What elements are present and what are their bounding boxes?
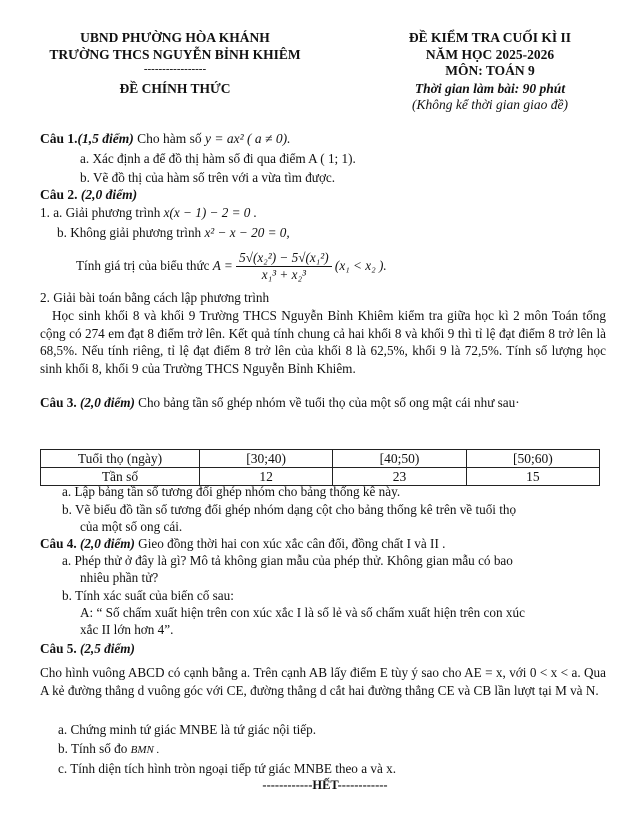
question-2-heading [40,187,137,203]
question-2-1a-equation: x(x − 1) − 2 = 0 . [163,205,257,220]
table-cell-frequency: 12 [200,468,333,486]
table-row [41,450,600,468]
question-1b: b. Vẽ đồ thị của hàm số trên với a vừa tìm được. [80,170,336,185]
table-cell-frequency: 15 [466,468,599,486]
table-row [41,468,600,486]
school-district: UBND PHƯỜNG HÒA KHÁNH [80,30,270,45]
question-5-points: (2,5 điểm) [79,641,135,656]
question-5-text: Cho hình vuông ABCD có cạnh bằng a. Trên cạnh AB lấy điểm E tùy ý sao cho AE = x, với 0 < x < a. Qua A kẻ đường thẳng d vuông góc với CE, đường thẳng d cắt hai đường thẳng CE và CB lần lượt tại M và N. [40,665,606,698]
question-1-title: Câu 1. [40,131,78,146]
question-5-title: Câu 5. [40,641,77,656]
end-marker: ------------HẾT------------ [262,778,388,792]
question-1-points: (1,5 điểm) [77,131,134,146]
question-3-intro: Cho bảng tần số ghép nhóm về tuổi thọ của một số ong mật cái như sau· [138,395,520,410]
expression-denominator: x₁³ + x₂³ [261,267,306,283]
exam-time-note: (Không kể thời gian giao đề) [411,97,569,112]
question-4-event-line2: xắc II lớn hơn 4”. [80,622,174,637]
question-2-1a [40,205,257,221]
question-4b: b. Tính xác suất của biến cố sau: [62,588,234,603]
question-3-points: (2,0 điểm) [79,395,135,410]
question-4-title: Câu 4. [40,536,77,551]
question-5b [58,741,159,757]
expression-lhs: A = [212,258,233,273]
school-year: NĂM HỌC 2025-2026 [425,47,555,62]
question-1-intro: Cho hàm số [137,131,202,146]
question-3b-line1: b. Vẽ biểu đồ tần số tương đối ghép nhóm dạng cột cho bảng thống kê trên về tuổi thọ [62,502,517,517]
frequency-table [40,449,600,486]
question-2-1a-text: 1. a. Giải phương trình [40,205,161,220]
question-2-1b-equation: x² − x − 20 = 0, [204,225,290,240]
exam-time: Thời gian làm bài: 90 phút [414,81,566,96]
table-cell-frequency: 23 [333,468,466,486]
question-3b-line2: của một số ong cái. [80,519,183,534]
question-5a: a. Chứng minh tứ giác MNBE là tứ giác nội tiếp. [58,722,317,737]
question-4-points: (2,0 điểm) [79,536,135,551]
question-4-intro: Gieo đồng thời hai con xúc xắc cân đối, đồng chất I và II . [138,536,446,551]
expression-fraction [236,250,332,283]
table-header-lifespan: Tuổi thọ (ngày) [41,450,200,468]
question-2-part2-title: 2. Giải bài toán bằng cách lập phương trình [40,290,270,305]
question-2-1b-text: b. Không giải phương trình [57,225,202,240]
official-exam-label: ĐỀ CHÍNH THỨC [119,81,231,96]
question-2-part2-text: Học sinh khối 8 và khối 9 Trường THCS Nguyễn Bỉnh Khiêm kiểm tra giữa học kì 2 môn Toán tổng cộng có 274 em đạt 8 điểm trở lên. Kết quả tính chung cả hai khối 8 và khối 9 thì tỉ lệ đạt điểm 8 trở lên là 68,5%. Nếu tính riêng, tỉ lệ đạt điểm 8 trở lên của khối 8 là 62,5%, khối 9 là 72,5%. Tính số lượng học sinh khối 8, khối 9 của Trường THCS Nguyễn Bỉnh Khiêm. [40,308,606,376]
question-4-event-line1: A: “ Số chấm xuất hiện trên con xúc xắc I là số lẻ và số chấm xuất hiện trên con xúc [80,605,525,620]
question-2-1b [57,225,290,241]
question-2-points: (2,0 điểm) [80,187,138,202]
school-name: TRƯỜNG THCS NGUYỄN BỈNH KHIÊM [49,47,301,62]
table-header-frequency: Tần số [41,468,200,486]
question-3a: a. Lập bảng tần số tương đối ghép nhóm cho bảng thống kê này. [62,484,401,499]
question-2-title: Câu 2. [40,187,78,202]
question-5-heading [40,641,135,657]
angle-bmn: BMN . [130,744,160,756]
header-dash: ----------------- [143,63,207,75]
question-4a-line2: nhiêu phần tử? [80,570,159,585]
question-3-title: Câu 3. [40,395,77,410]
subject: MÔN: TOÁN 9 [445,63,535,78]
table-cell-group: [30;40) [200,450,333,468]
table-cell-group: [40;50) [333,450,466,468]
exam-title: ĐỀ KIỂM TRA CUỐI KÌ II [408,30,572,45]
question-2-expression-text: Tính giá trị của biểu thức [76,258,210,273]
question-3-heading [40,395,520,411]
question-1-function: y = ax² ( a ≠ 0). [205,131,291,146]
expression-condition: (x₁ < x₂ ). [334,258,387,273]
table-cell-group: [50;60) [466,450,599,468]
question-1a: a. Xác định a để đồ thị hàm số đi qua điểm A ( 1; 1). [80,151,356,166]
question-5c: c. Tính diện tích hình tròn ngoại tiếp tứ giác MNBE theo a và x. [58,761,396,776]
question-4-heading [40,536,445,552]
question-1-heading [40,131,290,147]
question-5b-text: b. Tính số đo [58,741,128,756]
question-4a-line1: a. Phép thử ở đây là gì? Mô tả không gian mẫu của phép thử. Không gian mẫu có bao [62,553,513,568]
expression-numerator: 5√(x₂²) − 5√(x₁²) [236,250,332,267]
question-2-expression [76,246,387,286]
